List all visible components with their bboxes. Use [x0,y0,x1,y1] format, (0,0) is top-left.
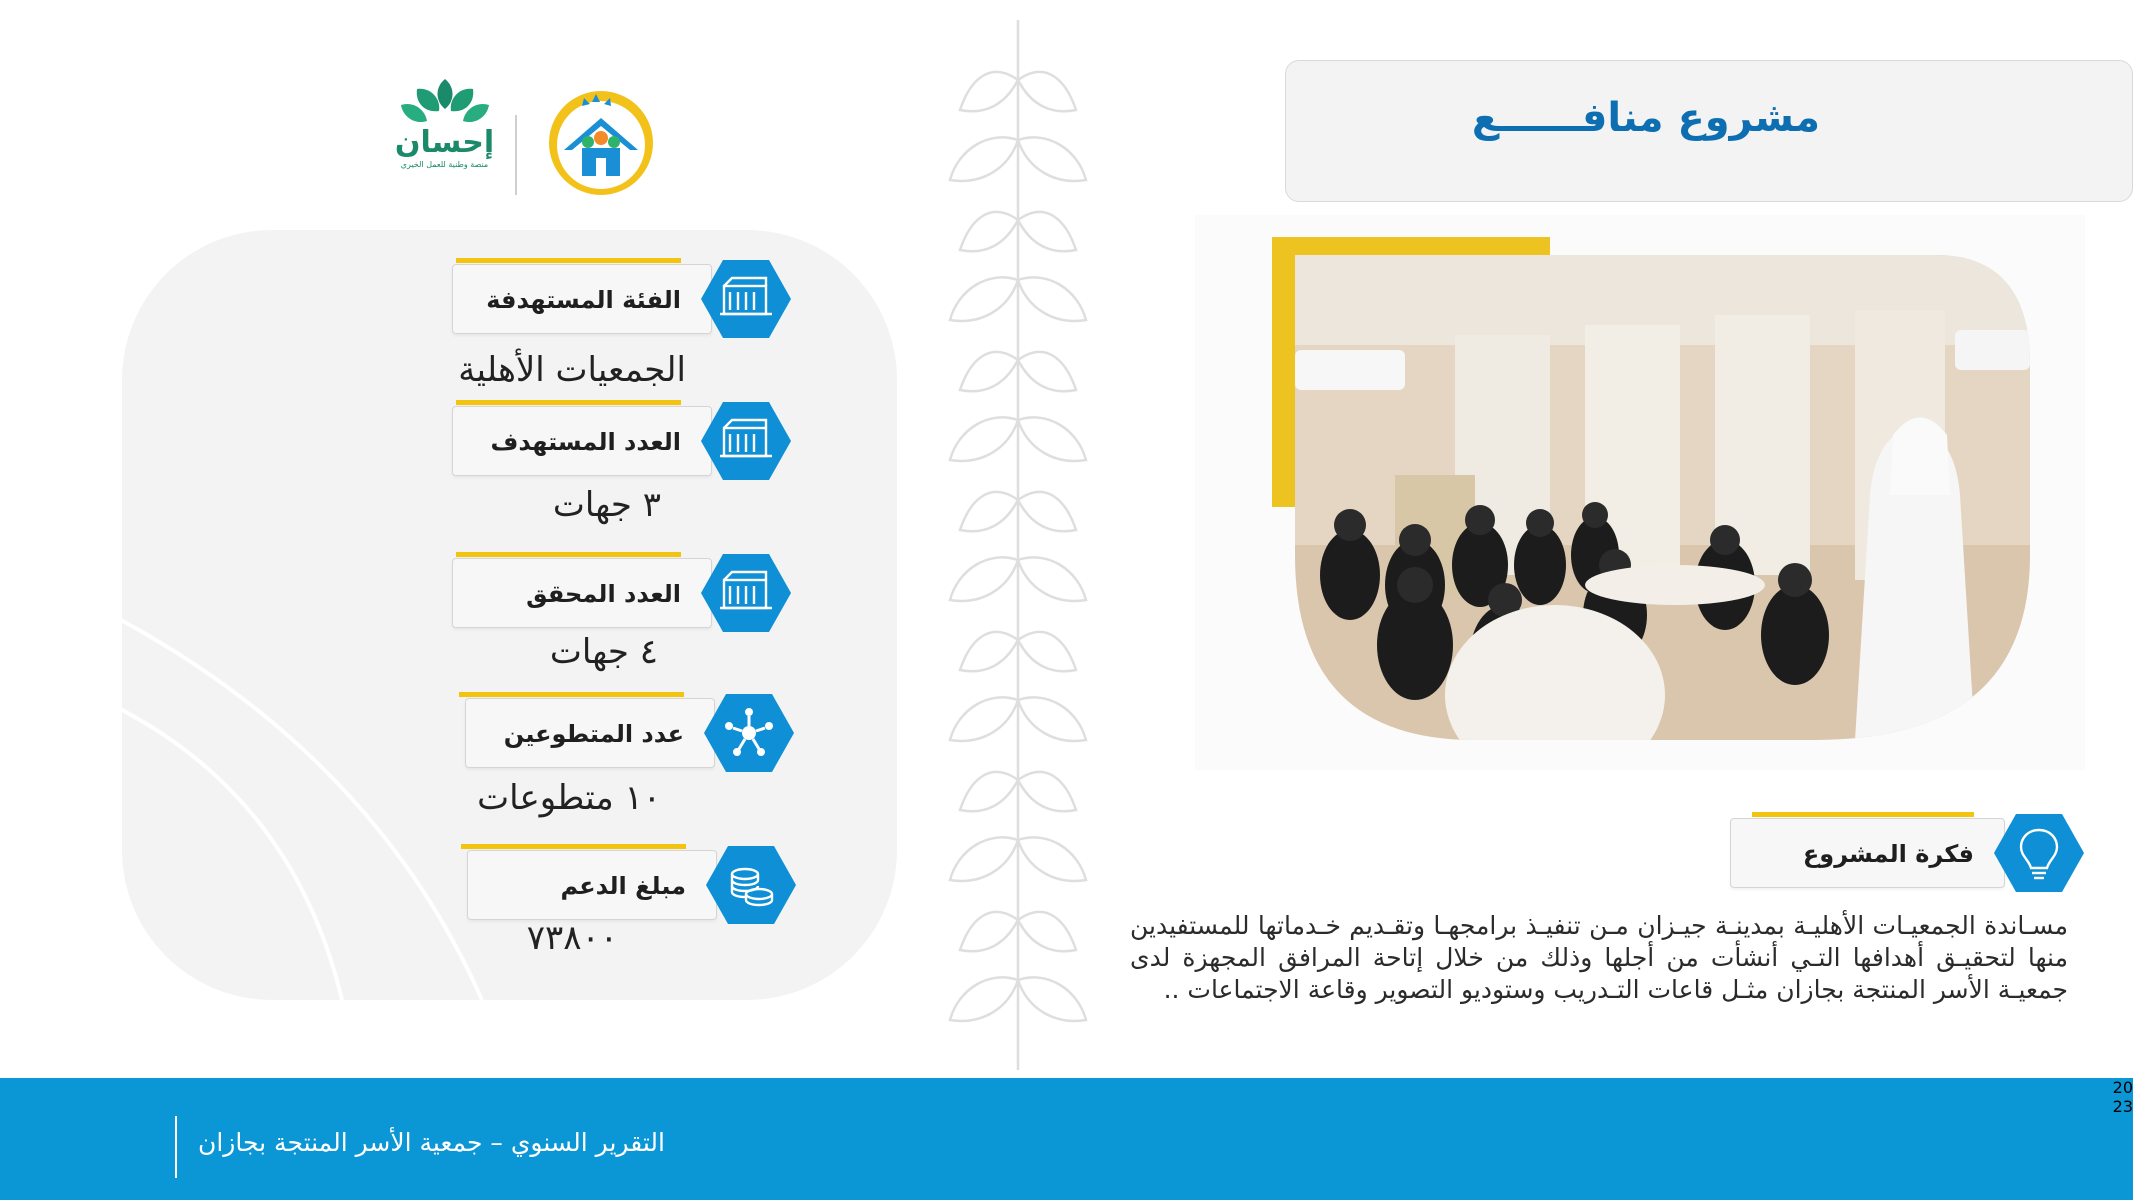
label-accent-bar [456,400,681,405]
lightbulb-icon [1993,812,2085,894]
info-row-volunteers [445,692,795,772]
label-box [1730,818,2005,888]
row-value: ١٠ متطوعات [477,778,661,818]
footer-year-bottom: 23 [2112,1097,2133,1116]
project-title: مشروع منافــــــع [1471,95,1820,141]
row-value: الجمعيات الأهلية [458,350,686,390]
logo-divider [515,115,517,195]
project-description: مسـاندة الجمعيـات الأهليـة بمدينـة جيـزان مـن تنفيـذ برامجهـا وتقـديم خـدماتها للمستفيدين منها لتحقيـق أهدافها التـي أنشأت من أجلها وذلك من خلال إتاحة المرافق المجهزة لدى جمعيـة الأسر المنتجة بجازان مثـل قاعات التـدريب وستوديو التصوير وقاعة الاجتماعات .. [1130,911,2068,1004]
label-box [465,698,715,768]
info-row-target-group [432,258,792,338]
row-label: عدد المتطوعين [503,720,684,748]
label-accent-bar [459,692,684,697]
info-row-achieved-count [432,552,792,632]
floral-ornament [930,20,1105,1070]
row-label: مبلغ الدعم [560,872,686,900]
ehsan-logo [392,75,497,195]
leaves-icon [397,75,493,127]
training-room-photo [1295,255,2030,740]
info-row-support-amount [447,844,797,924]
label-box [452,406,712,476]
row-value: ٤ جهات [549,632,658,672]
label-accent-bar [456,258,681,263]
footer-year [0,1078,2133,1116]
coins-icon [705,844,797,926]
row-value: ٧٣٨٠٠ [526,918,618,958]
label-accent-bar [456,552,681,557]
info-row-target-count [432,400,792,480]
row-value: ٣ جهات [552,485,661,525]
label-accent-bar [1752,812,1974,817]
hands-circle-icon [703,692,795,774]
association-logo [546,88,656,198]
idea-label: فكرة المشروع [1802,840,1974,868]
building-icon [700,258,792,340]
project-idea-row [1730,812,2085,894]
label-box [452,558,712,628]
label-box [467,850,717,920]
ehsan-logo-name: إحسان [394,125,495,160]
ehsan-logo-tagline: منصة وطنية للعمل الخيري [400,160,489,169]
footer-divider [175,1116,177,1178]
row-label: العدد المستهدف [490,428,681,456]
building-icon [700,552,792,634]
footer-title: التقرير السنوي – جمعية الأسر المنتجة بجازان [198,1128,665,1157]
building-icon [700,400,792,482]
row-label: العدد المحقق [526,580,681,608]
label-accent-bar [461,844,686,849]
footer-year-top: 20 [2112,1078,2133,1097]
label-box [452,264,712,334]
row-label: الفئة المستهدفة [486,286,681,314]
